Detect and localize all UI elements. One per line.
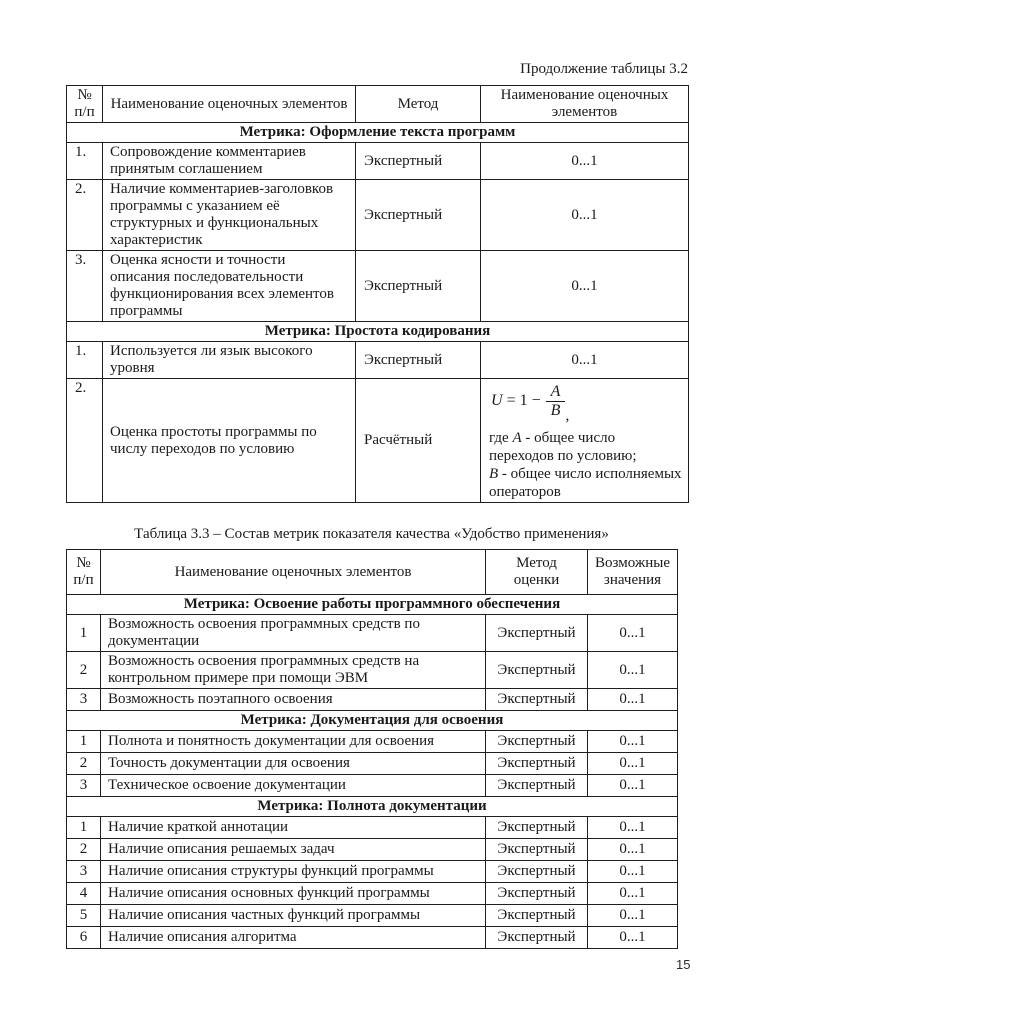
formula-where-a: где A - общее число переходов по условию; [489,430,637,465]
table-row [67,883,678,905]
row-number-cell: 4 [67,883,101,905]
element-name-cell: Наличие описания алгоритма [101,927,486,949]
metric-section-title: Метрика: Полнота документации [67,797,678,817]
table-row [67,839,678,861]
method-cell: Экспертный [486,861,588,883]
metric-section-row [67,711,678,731]
method-cell: Экспертный [486,652,588,689]
method-cell: Экспертный [356,251,481,322]
table-3-3-caption: Таблица 3.3 – Состав метрик показателя качества «Удобство применения» [134,526,609,543]
method-cell: Экспертный [356,342,481,379]
value-cell: 0...1 [588,839,678,861]
header-row-number: № п/п [67,86,103,123]
table-row [67,927,678,949]
formula-var-a: A [512,430,522,447]
table-row [67,251,689,322]
header-values: Наименование оценочных элементов [481,86,689,123]
page-number: 15 [676,957,691,972]
element-name-cell: Полнота и понятность документации для освоения [101,731,486,753]
header-element-name: Наименование оценочных элементов [101,550,486,595]
table-row [67,652,678,689]
value-cell: 0...1 [588,927,678,949]
formula-var-u: U [491,392,503,410]
value-cell: 0...1 [588,905,678,927]
table-row [67,689,678,711]
table-row [67,861,678,883]
row-number-cell: 2 [67,753,101,775]
value-cell: 0...1 [588,817,678,839]
formula-where-b: B - общее число исполняемых операторов [489,466,682,501]
value-cell: 0...1 [588,775,678,797]
table-row [67,143,689,180]
row-number-cell: 3. [67,251,103,322]
value-cell: 0...1 [588,689,678,711]
element-name-cell: Наличие описания основных функций программы [101,883,486,905]
metric-section-row [67,595,678,615]
table-row [67,342,689,379]
formula-cell [481,379,689,503]
value-cell: 0...1 [588,861,678,883]
table-row [67,379,689,503]
value-cell: 0...1 [481,251,689,322]
element-name-cell: Возможность поэтапного освоения [101,689,486,711]
row-number-cell: 6 [67,927,101,949]
table-header-row [67,550,678,595]
header-method: Метод оценки [486,550,588,595]
row-number-cell: 2. [67,180,103,251]
value-cell: 0...1 [481,342,689,379]
element-name-cell: Оценка ясности и точности описания последовательности функционирования всех элементов программы [103,251,356,322]
row-number-cell: 1. [67,143,103,180]
element-name-cell: Наличие описания структуры функций программы [101,861,486,883]
method-cell: Экспертный [486,905,588,927]
formula-numerator: A [550,383,561,400]
element-name-cell: Сопровождение комментариев принятым соглашением [103,143,356,180]
row-number-cell: 3 [67,689,101,711]
table-header-row [67,86,689,123]
row-number-cell: 1 [67,817,101,839]
table-row [67,180,689,251]
formula-expression [491,383,682,426]
method-cell: Экспертный [486,817,588,839]
header-row-number: № п/п [67,550,101,595]
header-values: Возможные значения [588,550,678,595]
method-cell: Экспертный [356,180,481,251]
table-row [67,817,678,839]
value-cell: 0...1 [481,143,689,180]
row-number-cell: 2 [67,652,101,689]
table-row [67,905,678,927]
row-number-cell: 3 [67,861,101,883]
metric-section-title: Метрика: Освоение работы программного обеспечения [67,595,678,615]
header-element-name: Наименование оценочных элементов [103,86,356,123]
formula-var-b: B [489,466,499,483]
value-cell: 0...1 [588,615,678,652]
table-row [67,731,678,753]
table-row [67,615,678,652]
value-cell: 0...1 [481,180,689,251]
table-3-2-continuation-caption: Продолжение таблицы 3.2 [520,61,688,77]
method-cell: Экспертный [486,615,588,652]
element-name-cell: Наличие описания решаемых задач [101,839,486,861]
method-cell: Экспертный [486,775,588,797]
formula-comma: , [565,407,570,425]
table-3-3 [66,549,678,949]
formula-denominator: B [546,401,566,420]
value-cell: 0...1 [588,753,678,775]
table-row [67,753,678,775]
value-cell: 0...1 [588,731,678,753]
method-cell: Экспертный [486,731,588,753]
table-row [67,775,678,797]
method-cell: Экспертный [486,927,588,949]
method-cell: Экспертный [486,689,588,711]
element-name-cell: Наличие описания частных функций программы [101,905,486,927]
value-cell: 0...1 [588,652,678,689]
method-cell: Экспертный [356,143,481,180]
element-name-cell: Точность документации для освоения [101,753,486,775]
formula-fraction [546,383,566,420]
element-name-cell: Используется ли язык высокого уровня [103,342,356,379]
method-cell: Экспертный [486,883,588,905]
metric-section-row [67,123,689,143]
element-name-cell: Техническое освоение документации [101,775,486,797]
row-number-cell: 2 [67,839,101,861]
element-name-cell: Наличие комментариев-заголовков программы с указанием её структурных и функциональных характеристик [103,180,356,251]
formula-equals: = 1 − [502,392,541,410]
element-name-cell: Возможность освоения программных средств на контрольном примере при помощи ЭВМ [101,652,486,689]
element-name-cell: Наличие краткой аннотации [101,817,486,839]
method-cell: Экспертный [486,753,588,775]
metric-section-row [67,797,678,817]
row-number-cell: 5 [67,905,101,927]
row-number-cell: 1 [67,615,101,652]
row-number-cell: 1 [67,731,101,753]
metric-section-title: Метрика: Оформление текста программ [67,123,689,143]
method-cell: Расчётный [356,379,481,503]
table-3-2 [66,85,689,503]
metric-section-title: Метрика: Документация для освоения [67,711,678,731]
row-number-cell: 2. [67,379,103,503]
row-number-cell: 3 [67,775,101,797]
value-cell: 0...1 [588,883,678,905]
metric-section-row [67,322,689,342]
row-number-cell: 1. [67,342,103,379]
metric-section-title: Метрика: Простота кодирования [67,322,689,342]
element-name-cell: Возможность освоения программных средств по документации [101,615,486,652]
element-name-cell: Оценка простоты программы по числу переходов по условию [103,379,356,503]
method-cell: Экспертный [486,839,588,861]
header-method: Метод [356,86,481,123]
